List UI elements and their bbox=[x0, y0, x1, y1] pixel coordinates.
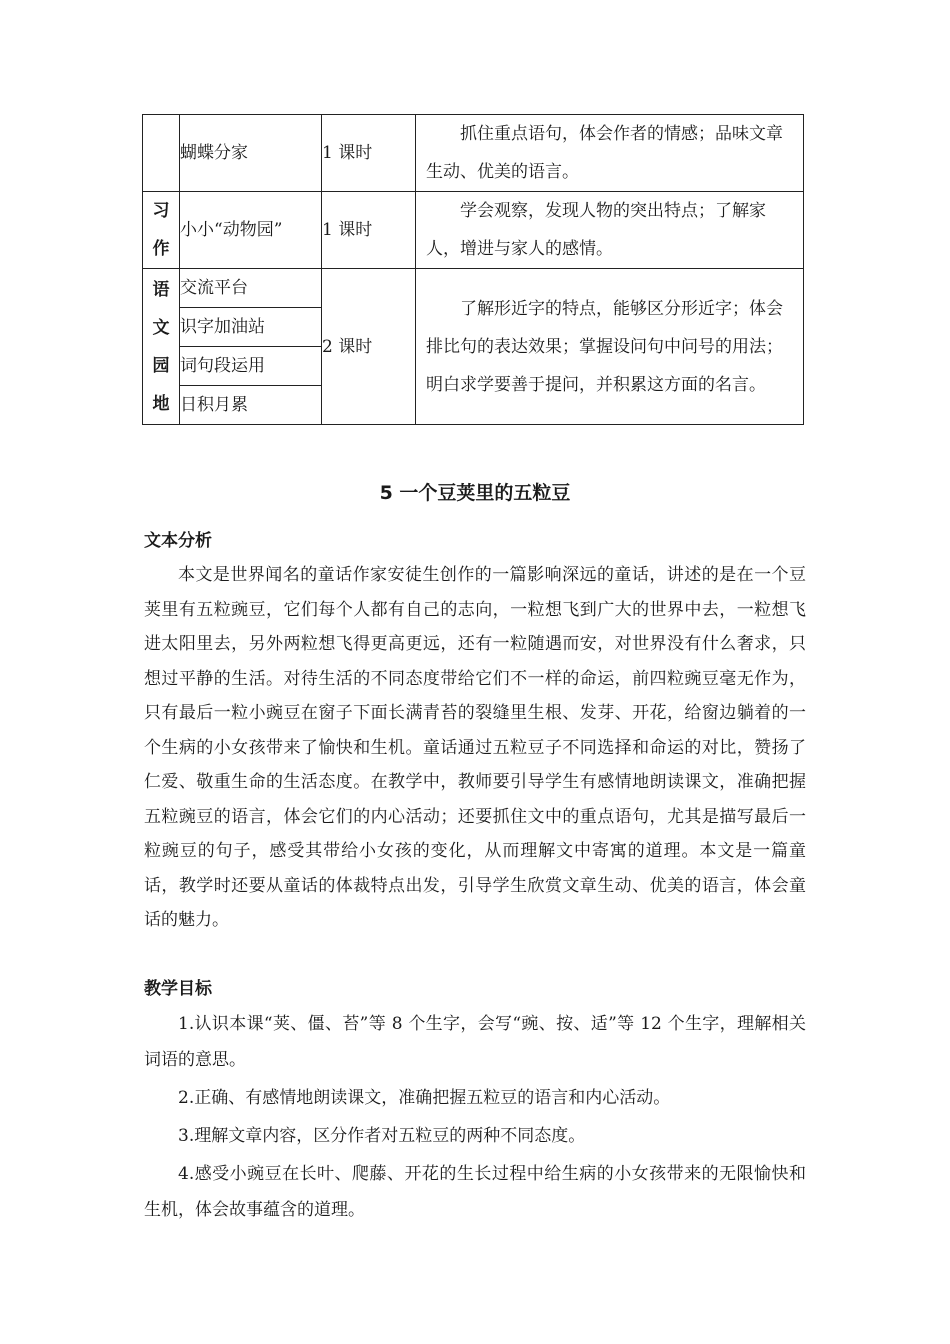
goal-cell: 了解形近字的特点，能够区分形近字；体会排比句的表达效果；掌握设问句中问号的用法；明白求学要善于提问，并积累这方面的名言。 bbox=[416, 269, 804, 425]
category-cell bbox=[143, 269, 180, 425]
topic-cell bbox=[180, 308, 322, 347]
hours-label: 1 课时 bbox=[322, 143, 373, 163]
category-char: 地 bbox=[152, 393, 170, 414]
topic-label: 交流平台 bbox=[180, 278, 248, 298]
hours-cell bbox=[322, 269, 416, 425]
goal-item: 3.理解文章内容，区分作者对五粒豆的两种不同态度。 bbox=[178, 1126, 586, 1146]
category-char: 作 bbox=[152, 239, 170, 259]
category-cell bbox=[143, 192, 180, 269]
analysis-paragraph: 本文是世界闻名的童话作家安徒生创作的一篇影响深远的童话，讲述的是在一个豆荚里有五粒豌豆，它们每个人都有自己的志向，一粒想飞到广大的世界中去，一粒想飞进太阳里去，另外两粒想飞得更高更远，还有一粒随遇而安，对世界没有什么奢求，只想过平静的生活。对待生活的不同态度带给它们不一样的命运，前四粒豌豆毫无作为，只有最后一粒小豌豆在窗子下面长满青苔的裂缝里生根、发芽、开花，给窗边躺着的一个生病的小女孩带来了愉快和生机。童话通过五粒豆子不同选择和命运的对比，赞扬了仁爱、敬重生命的生活态度。在教学中，教师要引导学生有感情地朗读课文，准确把握五粒豌豆的语言，体会它们的内心活动；还要抓住文中的重点语句，尤其是描写最后一粒豌豆的句子，感受其带给小女孩的变化，从而理解文中寄寓的道理。本文是一篇童话，教学时还要从童话的体裁特点出发，引导学生欣赏文章生动、优美的语言，体会童话的魅力。 bbox=[144, 565, 806, 930]
topic-label: 词句段运用 bbox=[180, 356, 265, 376]
table-row bbox=[143, 192, 804, 269]
topic-cell bbox=[180, 386, 322, 425]
topic-cell bbox=[180, 192, 322, 269]
goals-heading: 教学目标 bbox=[144, 979, 212, 999]
topic-cell bbox=[180, 115, 322, 192]
category-char: 园 bbox=[152, 355, 170, 376]
hours-label: 2 课时 bbox=[322, 336, 373, 357]
schedule-table bbox=[142, 114, 804, 425]
table-row bbox=[143, 115, 804, 192]
hours-cell bbox=[322, 115, 416, 192]
goal-item: 2.正确、有感情地朗读课文，准确把握五粒豆的语言和内心活动。 bbox=[178, 1088, 671, 1108]
topic-label: 蝴蝶分家 bbox=[180, 143, 248, 163]
table-row bbox=[143, 269, 804, 308]
category-char: 文 bbox=[152, 317, 170, 338]
topic-label: 日积月累 bbox=[180, 395, 248, 415]
topic-cell bbox=[180, 269, 322, 308]
goal-item: 1.认识本课“荚、僵、苔”等 8 个生字，会写“豌、按、适”等 12 个生字，理解相关词语的意思。 bbox=[144, 1014, 806, 1070]
topic-label: 识字加油站 bbox=[180, 317, 265, 337]
goal-cell: 学会观察，发现人物的突出特点；了解家人，增进与家人的感情。 bbox=[416, 192, 804, 269]
topic-label: 小小“动物园” bbox=[180, 220, 283, 240]
hours-label: 1 课时 bbox=[322, 220, 373, 240]
hours-cell bbox=[322, 192, 416, 269]
category-char: 习 bbox=[152, 201, 170, 221]
goal-cell: 抓住重点语句，体会作者的情感；品味文章生动、优美的语言。 bbox=[416, 115, 804, 192]
topic-cell bbox=[180, 347, 322, 386]
analysis-heading: 文本分析 bbox=[144, 531, 212, 551]
goal-item: 4.感受小豌豆在长叶、爬藤、开花的生长过程中给生病的小女孩带来的无限愉快和生机，体会故事蕴含的道理。 bbox=[144, 1164, 806, 1220]
category-char: 语 bbox=[152, 279, 170, 300]
category-cell bbox=[143, 115, 180, 192]
lesson-title: 5 一个豆荚里的五粒豆 bbox=[379, 482, 571, 504]
